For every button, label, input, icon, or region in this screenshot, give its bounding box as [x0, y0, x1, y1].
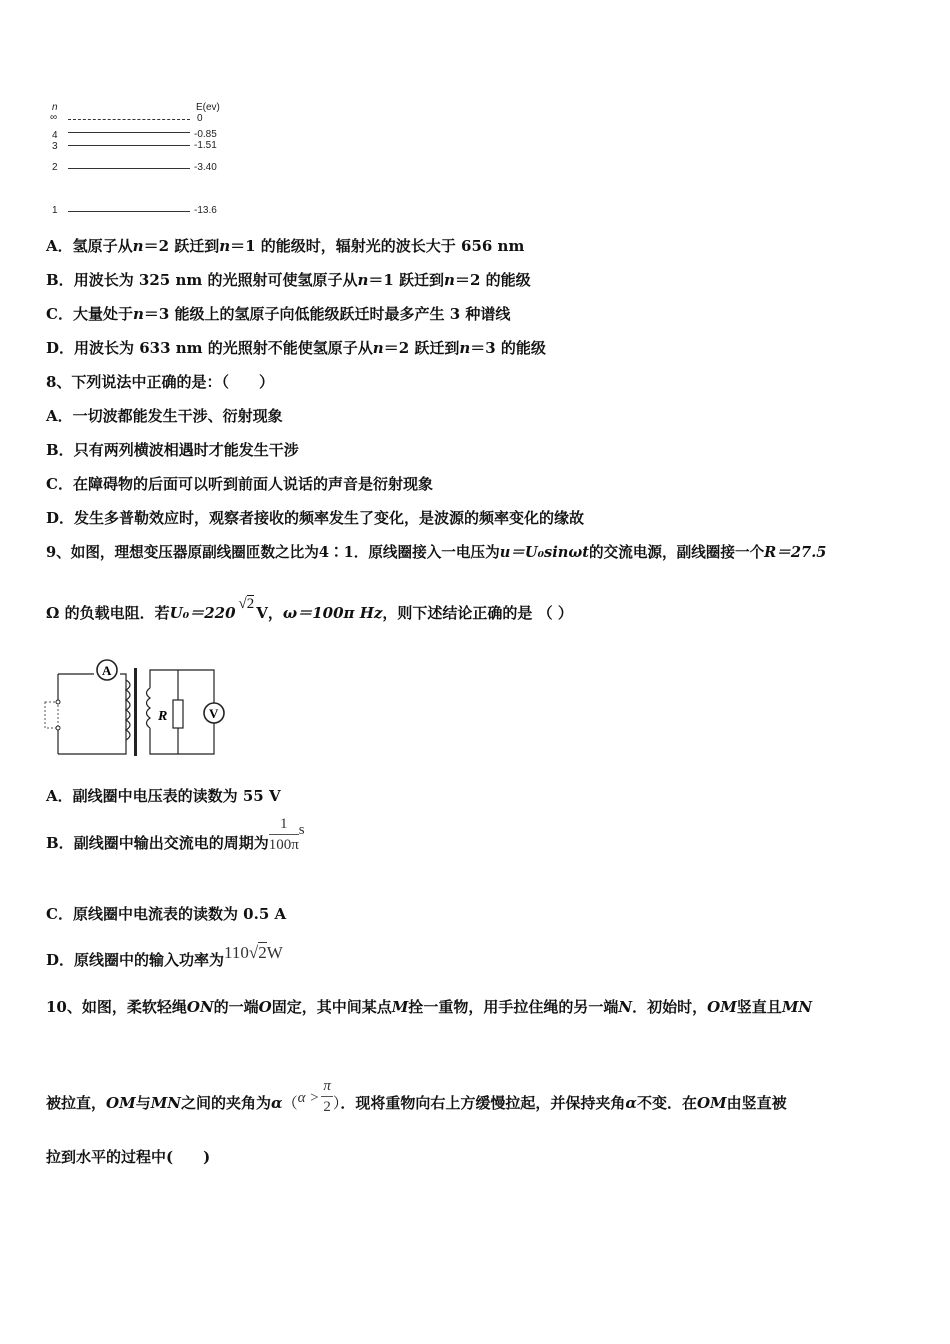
sqrt-symbol: √2	[238, 596, 255, 612]
q9-option-c[interactable]: C．原线圈中电流表的读数为 0.5 A	[46, 905, 287, 923]
level-n-4: 4	[52, 130, 58, 141]
transformer-circuit-diagram	[42, 658, 238, 762]
level-line-2	[68, 168, 190, 169]
level-e-2: -3.40	[194, 162, 217, 173]
level-line-3	[68, 145, 190, 146]
resistance-value: R＝27.5	[764, 544, 827, 561]
e-axis-label: E(ev)	[196, 102, 220, 113]
ammeter-label: A	[102, 663, 112, 678]
q8-option-b[interactable]: B．只有两列横波相遇时才能发生干涉	[46, 441, 299, 459]
q9-stem-line2: Ω 的负载电阻．若U₀＝220 √2 V，ω＝100π Hz，则下述结论正确的是 （ ）	[46, 596, 573, 622]
level-line-1	[68, 211, 190, 212]
option-label: C．	[46, 305, 73, 323]
option-label: D．	[46, 339, 75, 357]
primary-coil	[126, 680, 130, 740]
q9-stem-line1: 9、如图，理想变压器原副线圈匝数之比为4∶1．原线圈接入一电压为u＝U₀sinωt的交流电源，副线圈接一个R＝27.5	[46, 544, 827, 561]
level-e-inf: 0	[197, 113, 203, 124]
q7-option-b[interactable]: B．用波长为 325 nm 的光照射可使氢原子从n＝1 跃迁到n＝2 的能级	[46, 271, 531, 289]
voltmeter-label: V	[209, 706, 219, 721]
n-axis-label: n	[52, 102, 58, 113]
level-e-3: -1.51	[194, 140, 217, 151]
energy-level-diagram	[46, 100, 246, 225]
level-n-1: 1	[52, 205, 58, 216]
secondary-coil	[147, 688, 151, 728]
q8-option-c[interactable]: C．在障碍物的后面可以听到前面人说话的声音是衍射现象	[46, 475, 433, 493]
q10-line3: 拉到水平的过程中( )	[46, 1148, 211, 1166]
level-n-3: 3	[52, 141, 58, 152]
level-e-4: -0.85	[194, 129, 217, 140]
option-label: A．	[46, 237, 73, 255]
level-n-inf: ∞	[50, 112, 58, 123]
level-e-1: -13.6	[194, 205, 217, 216]
q7-option-d[interactable]: D．用波长为 633 nm 的光照射不能使氢原子从n＝2 跃迁到n＝3 的能级	[46, 339, 546, 357]
iron-core	[134, 668, 137, 756]
resistor-box	[173, 700, 183, 728]
alpha-condition: α > $\frac{\pi}{2}$	[297, 1078, 331, 1115]
power-expression: 110√2W	[224, 943, 283, 962]
q10-line1: 10、如图，柔软轻绳ON的一端O固定，其中间某点M拴一重物，用手拉住绳的另一端N．初始时，OM竖直且MN	[46, 998, 813, 1016]
primary-wire-right	[58, 674, 126, 754]
q8-option-d[interactable]: D．发生多普勒效应时，观察者接收的频率发生了变化，是波源的频率变化的缘故	[46, 509, 585, 527]
q10-line2: 被拉直，OM与MN之间的夹角为α（α > $\frac{\pi}{2}$ ）．现将重物向右上方缓慢拉起，并保持夹角α不变．在OM由竖直被	[46, 1078, 787, 1115]
voltage-formula: u＝U₀sinωt	[499, 544, 590, 561]
q9-option-d[interactable]: D．原线圈中的输入功率为110√2W	[46, 943, 283, 969]
period-fraction: $\frac{1}{100\pi}$	[268, 815, 299, 853]
level-line-4	[68, 132, 190, 133]
resistor-label: R	[158, 709, 168, 724]
q7-option-a[interactable]: A．氢原子从n＝2 跃迁到n＝1 的能级时，辐射光的波长大于 656 nm	[46, 237, 525, 255]
q9-option-a[interactable]: A．副线圈中电压表的读数为 55 V	[46, 787, 281, 805]
q8-option-a[interactable]: A．一切波都能发生干涉、衍射现象	[46, 407, 283, 425]
source-terminal-box	[45, 702, 58, 728]
level-line-inf	[68, 119, 190, 120]
q8-stem: 8、下列说法中正确的是：（ ）	[46, 373, 274, 391]
q9-option-b[interactable]: B．副线圈中输出交流电的周期为 $\frac{1}{100\pi}$ s	[46, 815, 305, 853]
source-terminal-bottom	[56, 726, 60, 730]
source-terminal-top	[56, 700, 60, 704]
option-label: B．	[46, 271, 74, 289]
q7-option-c[interactable]: C．大量处于n＝3 能级上的氢原子向低能级跃迁时最多产生 3 种谱线	[46, 305, 511, 323]
level-n-2: 2	[52, 162, 58, 173]
